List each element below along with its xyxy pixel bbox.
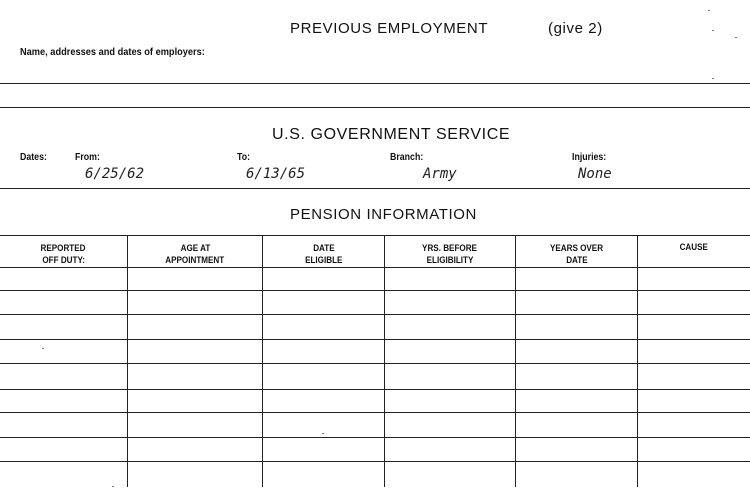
header-text: OFF DUTY: <box>42 255 85 265</box>
pension-information-title: PENSION INFORMATION <box>290 206 477 223</box>
column-header-date-eligible <box>263 239 384 269</box>
from-label: From: <box>75 152 100 163</box>
scan-speck <box>708 10 710 11</box>
scan-speck <box>712 78 714 79</box>
header-text: AGE AT <box>180 243 210 253</box>
header-text: APPOINTMENT <box>165 255 225 265</box>
column-divider <box>384 235 385 487</box>
column-divider <box>515 235 516 487</box>
scan-speck <box>735 37 737 38</box>
column-divider <box>262 235 263 487</box>
employers-label: Name, addresses and dates of employers: <box>20 46 205 58</box>
header-text: ELIGIBLE <box>304 255 343 265</box>
scan-speck <box>42 348 44 349</box>
header-text: ELIGIBILITY <box>426 255 474 265</box>
scan-speck <box>322 433 324 434</box>
government-service-title: U.S. GOVERNMENT SERVICE <box>272 126 511 143</box>
column-header-years-over-date <box>516 239 637 269</box>
service-from-date[interactable]: 6/25/62 <box>85 166 145 182</box>
service-to-date[interactable]: 6/13/65 <box>246 166 306 182</box>
column-header-age-at-appointment <box>128 239 262 269</box>
header-text: YEARS OVER <box>549 243 604 253</box>
header-text: DATE <box>312 243 335 253</box>
column-header-reported-off-duty <box>0 239 127 269</box>
column-header-yrs-before-eligibility <box>385 239 515 269</box>
column-divider <box>127 235 128 487</box>
header-text: REPORTED <box>40 243 86 253</box>
give-count-note: (give 2) <box>548 20 603 37</box>
previous-employment-title: PREVIOUS EMPLOYMENT <box>290 20 489 37</box>
header-text: DATE <box>565 255 588 265</box>
header-text: YRS. BEFORE <box>422 243 478 253</box>
scan-speck <box>712 30 714 31</box>
injuries-label: Injuries: <box>572 152 607 163</box>
header-text: CAUSE <box>679 242 709 252</box>
branch-label: Branch: <box>390 152 424 163</box>
employer-line-1[interactable] <box>0 83 750 84</box>
to-label: To: <box>237 152 251 163</box>
service-injuries[interactable]: None <box>578 166 612 182</box>
dates-label: Dates: <box>20 152 47 163</box>
employer-line-2[interactable] <box>0 107 750 108</box>
service-branch[interactable]: Army <box>423 166 457 182</box>
service-bottom-rule <box>0 188 750 189</box>
column-divider <box>637 235 638 487</box>
scan-speck <box>112 486 114 487</box>
